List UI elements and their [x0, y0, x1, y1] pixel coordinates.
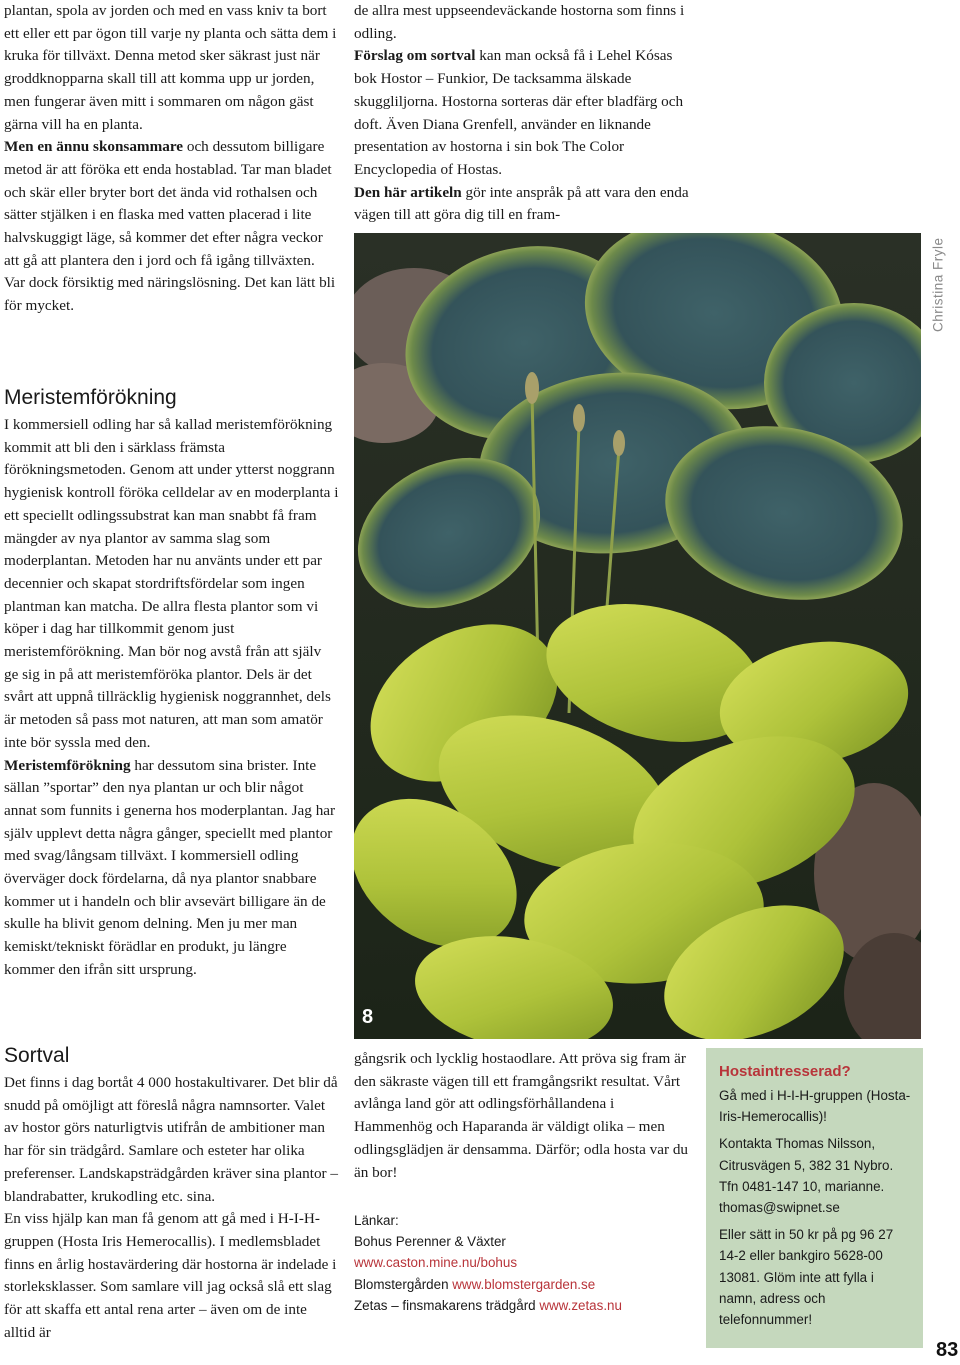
- right-paragraph-3: [354, 182, 694, 227]
- link-name: Bohus Perenner & Växter: [354, 1234, 506, 1250]
- link-name: Blomstergården: [354, 1276, 453, 1292]
- right-column-top: [354, 0, 694, 227]
- link-item: [354, 1274, 694, 1295]
- intro-paragraph-2-lead: Men en ännu skonsammare: [4, 138, 184, 156]
- right-paragraph-2-text: kan man också få i Lehel Kósas bok Hostor – Funkior, De tacksamma älskade skuggliljorna. Hostorna sorteras där efter bladfärg och doft. Även Diana Grenfell, använder en liknande presentation av hostorna i sin bok The Color Encyclopedia of Hostas.: [354, 47, 684, 178]
- info-box-paragraph-2: Kontakta Thomas Nilsson, Citrusvägen 5, 382 31 Nybro. Tfn 0481-147 10, marianne. thomas@swipnet.se: [719, 1136, 894, 1216]
- right-paragraph-2: [354, 45, 694, 181]
- link-item: [354, 1295, 694, 1316]
- right-paragraph-1: de allra mest uppseendeväckande hostorna som finns i odling.: [354, 2, 685, 42]
- meristem-section: [4, 386, 339, 982]
- info-box-title: Hostaintresserad?: [719, 1063, 851, 1080]
- meristem-paragraph-1: I kommersiell odling har så kallad meristemförökning kommit att bli den i särklass främsta förökningsmetoden. Genom att under ytterst noggrann hygienisk kontroll föröka celldelar av en moderplanta i ett speciellt odlingssubstrat kan man snabbt få fram mängder av nya plantor av samma slag som moderplantan. Metoden har nu använts under ett par decennier och skapat stordriftsfördelar som ingen plantman kan matcha. De allra flesta plantor som vi köper i dag har tillkommit genom just meristemförökning. Man bör nog avstå från att själv ge sig in på att meristemföröka plantor. Dels är det svårt att uppnå tillräcklig hygienisk noggrannhet, dels är metoden så pass mot naturen, att man som amatör inte bör syssla med den.: [4, 416, 339, 751]
- right-column-bottom: [354, 1048, 694, 1184]
- right-paragraph-3-lead: Den här artikeln: [354, 183, 462, 201]
- link-url[interactable]: www.zetas.nu: [539, 1297, 622, 1313]
- meristem-paragraph-2: [4, 755, 339, 982]
- hosta-photo-illustration: [354, 233, 921, 1039]
- sortval-heading: Sortval: [4, 1044, 70, 1067]
- intro-paragraph-1: plantan, spola av jorden och med en vass kniv ta bort ett eller ett par ögon till varje ny planta och sätta dem i kruka för tillväxt. Denna metod sker säkrast just när groddknopparna skall till att komma upp ur jorden, men fungerar även mitt i sommaren om någon gäst gärna vill ha en planta.: [4, 2, 337, 133]
- meristem-heading: Meristemförökning: [4, 386, 177, 409]
- link-item[interactable]: [354, 1252, 694, 1273]
- page-number: 83: [936, 1339, 959, 1361]
- meristem-paragraph-2-text: har dessutom sina brister. Inte sällan ”sportar” den nya plantan ur och blir något annat som funnits i generna hos moderplantan. Jag har själv upplevt detta några gånger, speciellt med plantor med svag/långsam tillväxt. I kommersiell odling överväger dock fördelarna, då nya plantor snabbare kommer ut i handeln och blir avsevärt billigare än de skulle ha blivit genom delning. Men ju mer man kemiskt/tekniskt förädlar en produkt, ju längre kommer den ifrån sitt ursprung.: [4, 756, 336, 978]
- intro-paragraph-2-text: och dessutom billigare metod är att föröka ett enda hostablad. Tar man bladet och skär eller bryter bort det ända vid rothalsen och sätter stjälken i en flaska med vatten placerad i lite halvskuggigt läge, så kommer det efter några veckor att gå att plantera den i jord och få igång tillväxten. Var dock försiktig med näringslösning. Det kan lätt bli för mycket.: [4, 138, 336, 315]
- info-box-paragraph-3: Eller sätt in 50 kr på pg 96 27 14-2 eller bankgiro 5628-00 13081. Glöm inte att fylla i namn, adress och telefonnummer!: [719, 1227, 894, 1328]
- closing-paragraph: gångsrik och lycklig hostaodlare. Att pröva sig fram är den säkraste vägen till ett framgångsrikt resultat. Vårt avlånga land gör att odlingsförhållandena i Hammenhög och Haparanda är väldigt olika – men odlingsglädjen är densamma. Därför; odla hosta var du än bor!: [354, 1050, 689, 1181]
- right-paragraph-2-lead: Förslag om sortval: [354, 47, 476, 65]
- info-box: [706, 1048, 923, 1348]
- links-heading: Länkar:: [354, 1213, 399, 1228]
- right-paragraph-3-text: gör inte anspråk på att vara den enda vägen till att göra dig till en fram-: [354, 183, 689, 224]
- meristem-paragraph-2-lead: Meristemförökning: [4, 756, 131, 774]
- link-url[interactable]: www.blomstergarden.se: [452, 1276, 596, 1292]
- left-column-intro: [4, 0, 339, 318]
- link-url[interactable]: www.caston.mine.nu/bohus: [354, 1255, 518, 1271]
- sortval-paragraph-1: Det finns i dag bortåt 4 000 hostakultivarer. Det blir då snudd på omöjligt att föreslå några namnsorter. Valet av hostor görs naturligtvis utifrån de ambitioner man har för sin trädgård. Samlare och esteter har olika preferenser. Landskapsträdgården kräver sina plantor – blandrabatter, krukodling etc. sina.: [4, 1074, 338, 1205]
- sortval-paragraph-2: En viss hjälp kan man få genom att gå med i H-I-H-gruppen (Hosta Iris Hemerocallis). I medlemsbladet finns en årlig hostavärdering där hostorna är indelade i storleksklasser. Som samlare vill jag också slå ett slag för att skaffa ett antal rena arter – även om de inte alltid är: [4, 1210, 337, 1341]
- links-block: [354, 1210, 694, 1316]
- link-name: Zetas – finsmakarens trädgård: [354, 1297, 540, 1313]
- intro-paragraph-2: [4, 136, 339, 318]
- photo-number: 8: [362, 1006, 374, 1028]
- sortval-section: [4, 1044, 339, 1344]
- info-box-paragraph-1: Gå med i H-I-H-gruppen (Hosta-Iris-Hemerocallis)!: [719, 1088, 911, 1125]
- hosta-photo: [354, 233, 921, 1039]
- photo-credit: Christina Fryle: [930, 237, 946, 333]
- link-item: [354, 1231, 694, 1252]
